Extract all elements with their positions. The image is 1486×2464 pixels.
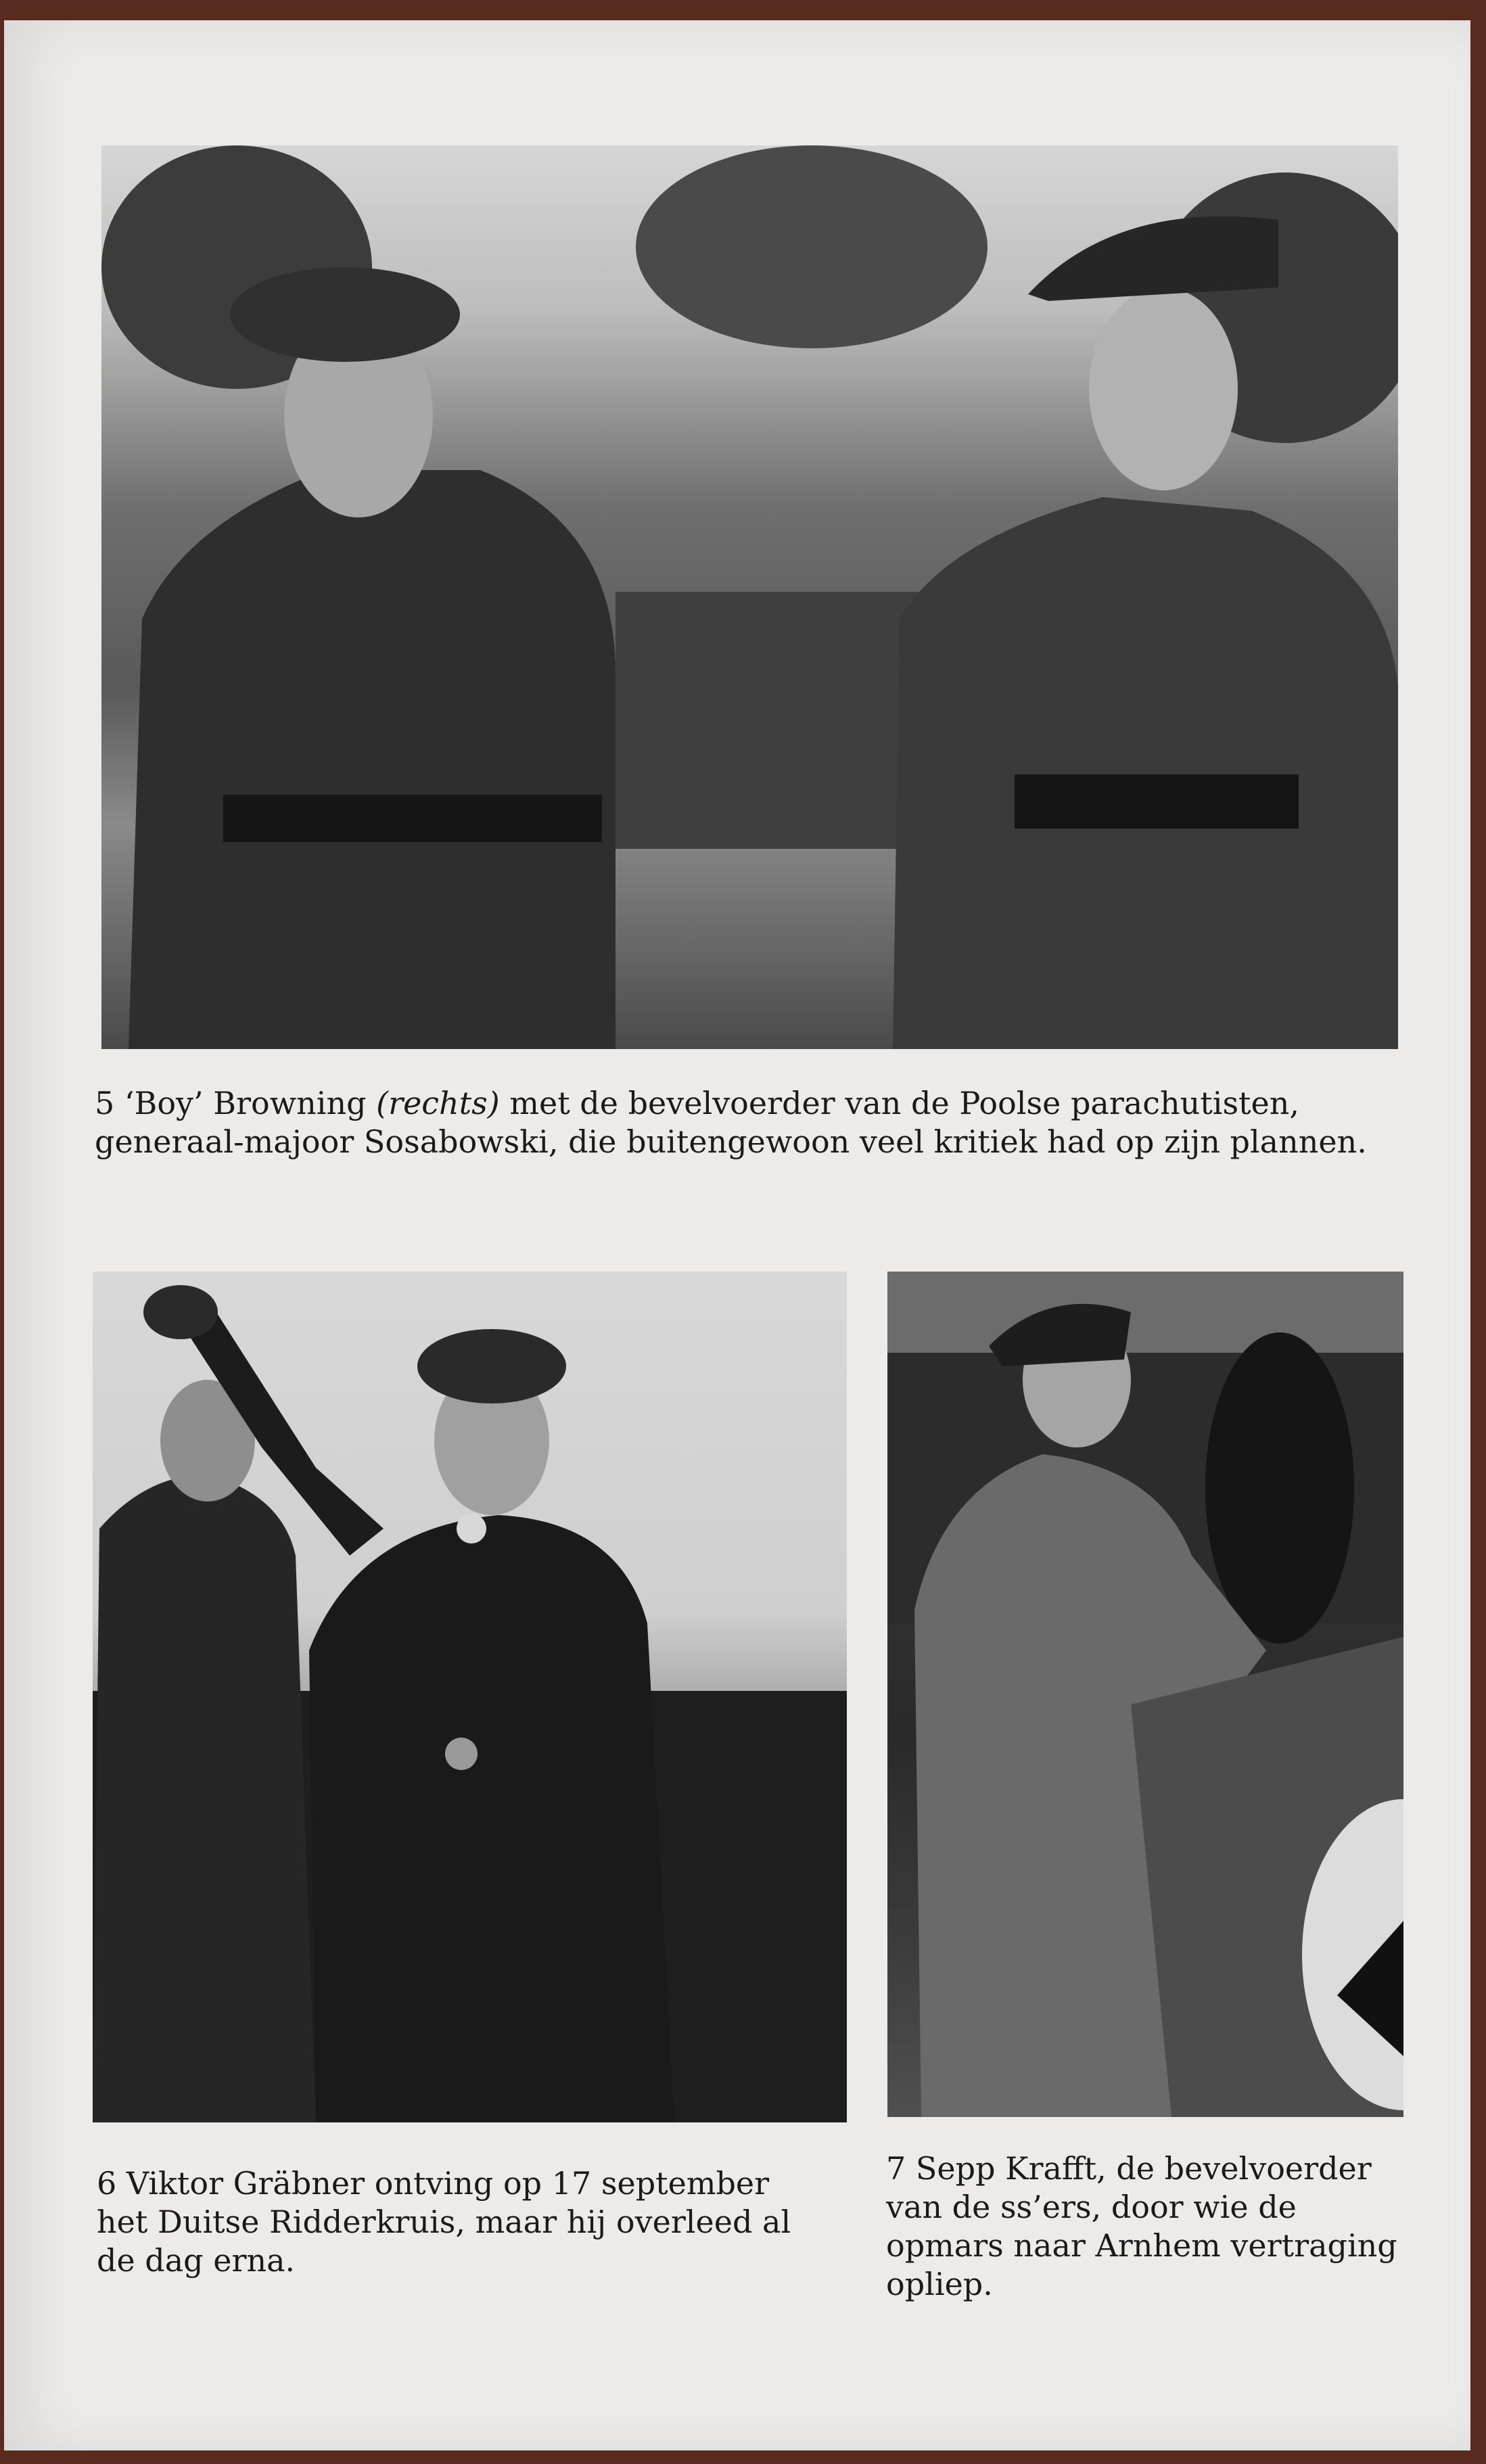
photo-6-illustration [93, 1272, 847, 2122]
photo-browning-sosabowski [101, 145, 1398, 1049]
caption-5-text-end: met de bevelvoerder van de Poolse parachutisten, generaal-majoor Sosabowski, die buitengewoon veel kritiek had op zijn plannen. [95, 1085, 1367, 1160]
photo-5-illustration [101, 145, 1398, 1049]
photo-7-illustration [887, 1272, 1403, 2117]
caption-5-text-start: 5 ‘Boy’ Browning [95, 1085, 377, 1121]
caption-figure-5 [95, 1084, 1414, 1161]
photo-sepp-krafft [887, 1272, 1403, 2117]
caption-figure-7: 7 Sepp Krafft, de bevelvoerder van de ss’ers, door wie de opmars naar Arnhem vertraging opliep. [886, 2150, 1397, 2302]
caption-5-italic: (rechts) [376, 1085, 500, 1121]
photo-viktor-grabner [93, 1272, 847, 2122]
caption-figure-6: 6 Viktor Gräbner ontving op 17 september het Duitse Ridderkruis, maar hij overleed al de dag erna. [97, 2165, 791, 2279]
